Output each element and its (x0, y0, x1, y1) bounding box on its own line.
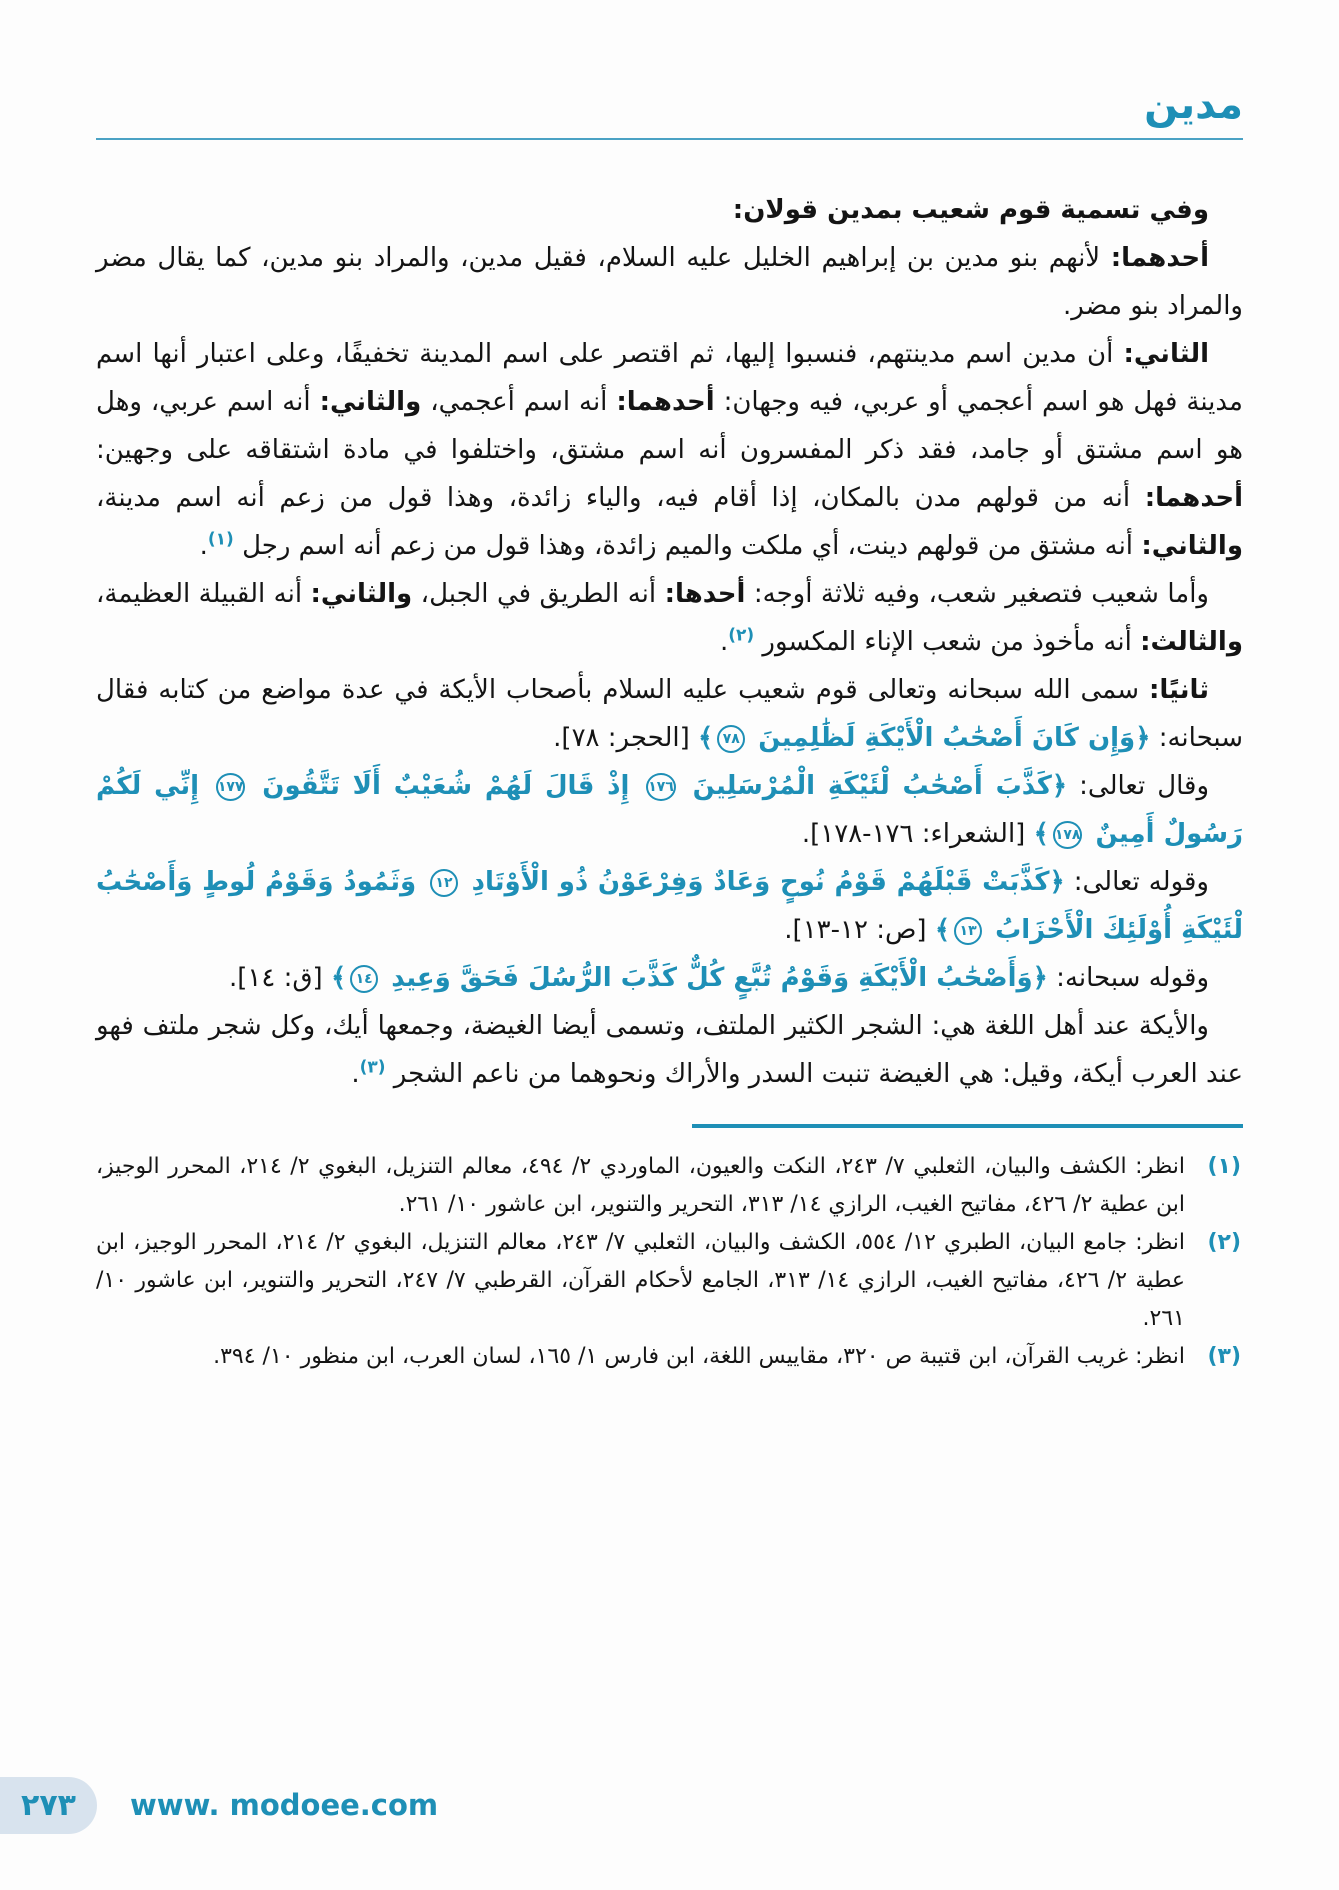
footnote-ref: (٢) (728, 625, 755, 646)
footnotes-list (96, 1148, 1243, 1376)
footnote-text: انظر: جامع البيان، الطبري ١٢/ ٥٥٤، الكشف والبيان، الثعلبي ٧/ ٢٤٣، معالم التنزيل، البغوي ٢/ ٢١٤، المحرر الوجيز، ابن عطية ٢/ ٤٢٦، مفاتيح الغيب، الرازي ١٤/ ٣١٣، الجامع لأحكام القرآن، القرطبي ٧/ ٢٤٧، التحرير والتنوير، ابن عاشور ١٠/ ٢٦١. (96, 1230, 1186, 1331)
title-rule (96, 138, 1243, 140)
quran-verse-text: ﴿وَأَصْحَٰبُ الْأَيْكَةِ وَقَوْمُ تُبَّعٍ كُلٌّ كَذَّبَ الرُّسُلَ فَحَقَّ وَعِيدِ (382, 963, 1048, 993)
text-run: لأنهم بنو مدين بن إبراهيم الخليل عليه السلام، فقيل مدين، والمراد بنو مدين، كما يقال مضر والمراد بنو مضر. (96, 243, 1243, 321)
text-run: أن مدين اسم مدينتهم، فنسبوا إليها، ثم اقتصر على اسم المدينة تخفيفًا، وعلى اعتبار أنها اسم مدينة فهل هو اسم أعجمي أو عربي، فيه وجهان: (96, 339, 1243, 417)
footnote-number: (٢) (1207, 1230, 1241, 1255)
text-run: أنه مأخوذ من شعب الإناء المكسور (754, 627, 1141, 657)
text-run: وقوله سبحانه: (1047, 963, 1209, 993)
footnote-ref: (٣) (359, 1057, 386, 1078)
paragraph (96, 666, 1243, 762)
body-paragraphs (96, 186, 1243, 1098)
text-run: سمى الله سبحانه وتعالى قوم شعيب عليه السلام بأصحاب الأيكة في عدة مواضع من كتابه فقال سبحانه: (96, 675, 1243, 753)
text-run: أنه اسم أعجمي، (421, 387, 617, 417)
ayah-number-ornament: ١٣ (954, 917, 982, 945)
paragraph (96, 570, 1243, 666)
ayah-number-ornament: ٧٨ (717, 725, 745, 753)
quran-verse-text: ﴿كَذَّبَتْ قَبْلَهُمْ قَوْمُ نُوحٍ وَعَادٌ وَفِرْعَوْنُ ذُو الْأَوْتَادِ (461, 867, 1065, 897)
bold-text-run: ثانيًا: (1148, 675, 1209, 705)
ayah-number-ornament: ١٤ (350, 965, 378, 993)
verse-reference: [ق: ١٤]. (228, 963, 331, 993)
bold-text-run: أحدها: (664, 579, 746, 609)
bold-text-run: أحدهما: (616, 387, 715, 417)
text-run: وأما شعيب فتصغير شعب، وفيه ثلاثة أوجه: (745, 579, 1209, 609)
paragraph (96, 234, 1243, 330)
verse-reference: [الحجر: ٧٨]. (553, 723, 699, 753)
footnote-number: (١) (1207, 1154, 1241, 1179)
footnote-number: (٣) (1207, 1344, 1241, 1369)
footnote-item (96, 1338, 1243, 1376)
footnote-ref: (١) (207, 529, 234, 550)
bold-text-run: والثالث: (1140, 627, 1243, 657)
quran-verse-text: ﴾ (330, 963, 347, 993)
quran-verse-text: وَثَمُودُ وَقَوْمُ لُوطٍ وَأَصْحَٰبُ لْئَيْكَةِ أُوْلَئِكَ الْأَحْزَابُ (96, 867, 1243, 945)
paragraph (96, 762, 1243, 858)
body-text (96, 186, 1243, 1098)
footnote-item (96, 1148, 1243, 1224)
quran-verse-text: ﴿كَذَّبَ أَصْحَٰبُ لْئَيْكَةِ الْمُرْسَلِينَ (679, 771, 1068, 801)
paragraph (96, 186, 1243, 234)
verse-reference: [الشعراء: ١٧٦-١٧٨]. (801, 819, 1034, 849)
website-text: www. modoee.com (130, 1788, 439, 1822)
quran-verse-text: ﴾ (1033, 819, 1049, 849)
footnote-item (96, 1224, 1243, 1338)
text-run: . (199, 531, 208, 561)
quran-verse-text: إِنِّي لَكُمْ رَسُولٌ أَمِينٌ (96, 771, 1243, 849)
page-number-badge (0, 1777, 97, 1834)
text-run: . (351, 1059, 360, 1089)
text-run: أنه القبيلة العظيمة، (96, 579, 311, 609)
bold-text-run: أحدهما: (1144, 483, 1243, 513)
paragraph (96, 1002, 1243, 1098)
bold-text-run: والثاني: (319, 387, 422, 417)
text-run: أنه الطريق في الجبل، (412, 579, 665, 609)
page-header (96, 80, 1243, 140)
quran-verse-text: ﴿وَإِن كَانَ أَصْحَٰبُ الْأَيْكَةِ لَظَٰلِمِينَ (749, 723, 1151, 753)
quran-verse-text: إِذْ قَالَ لَهُمْ شُعَيْبٌ أَلَا تَتَّقُونَ (249, 771, 643, 801)
bold-text-run: والثاني: (1141, 531, 1243, 561)
verse-reference: [ص: ١٢-١٣]. (784, 915, 935, 945)
quran-verse-text: ﴾ (934, 915, 951, 945)
ayah-number-ornament: ١٧٦ (646, 773, 676, 801)
ayah-number-ornament: ١٧٧ (216, 773, 246, 801)
text-run: والأيكة عند أهل اللغة هي: الشجر الكثير الملتف، وتسمى أيضا الغيضة، وجمعها أيك، وكل شجر ملتف فهو عند العرب أيكة، وقيل: هي الغيضة تنبت السدر والأراك ونحوهما من ناعم الشجر (96, 1011, 1243, 1089)
bold-text-run: أحدهما: (1110, 243, 1209, 273)
ayah-number-ornament: ١٢ (430, 869, 458, 897)
ayah-number-ornament: ١٧٨ (1053, 821, 1083, 849)
text-run: وقوله تعالى: (1064, 867, 1209, 897)
text-run: أنه اسم عربي، وهل هو اسم مشتق أو جامد، فقد ذكر المفسرون أنه اسم مشتق، واختلفوا في مادة اشتقاقه على وجهين: (96, 387, 1243, 465)
quran-verse-text: ﴾ (698, 723, 714, 753)
footnote-text: انظر: الكشف والبيان، الثعلبي ٧/ ٢٤٣، النكت والعيون، الماوردي ٢/ ٤٩٤، معالم التنزيل، البغوي ٢/ ٢١٤، المحرر الوجيز، ابن عطية ٢/ ٤٢٦، مفاتيح الغيب، الرازي ١٤/ ٣١٣، التحرير والتنوير، ابن عاشور ١٠/ ٢٦١. (96, 1154, 1186, 1217)
paragraph (96, 954, 1243, 1002)
paragraph (96, 858, 1243, 954)
footnotes-section (96, 1124, 1243, 1376)
paragraph (96, 330, 1243, 570)
text-run: أنه من قولهم مدن بالمكان، إذا أقام فيه، والياء زائدة، وهذا قول من زعم أنه اسم مدينة، (96, 483, 1145, 513)
text-run: . (719, 627, 729, 657)
page-title: مدين (1144, 82, 1243, 128)
text-run: أنه مشتق من قولهم دينت، أي ملكت والميم زائدة، وهذا قول من زعم أنه اسم رجل (233, 531, 1142, 561)
bold-text-run: وفي تسمية قوم شعيب بمدين قولان: (732, 195, 1209, 225)
page-number: ٢٧٣ (21, 1788, 76, 1823)
footnote-separator (692, 1124, 1243, 1128)
bold-text-run: الثاني: (1123, 339, 1209, 369)
text-run: وقال تعالى: (1067, 771, 1209, 801)
bold-text-run: والثاني: (310, 579, 413, 609)
footnote-text: انظر: غريب القرآن، ابن قتيبة ص ٣٢٠، مقاييس اللغة، ابن فارس ١/ ١٦٥، لسان العرب، ابن منظور ١٠/ ٣٩٤. (213, 1344, 1185, 1369)
